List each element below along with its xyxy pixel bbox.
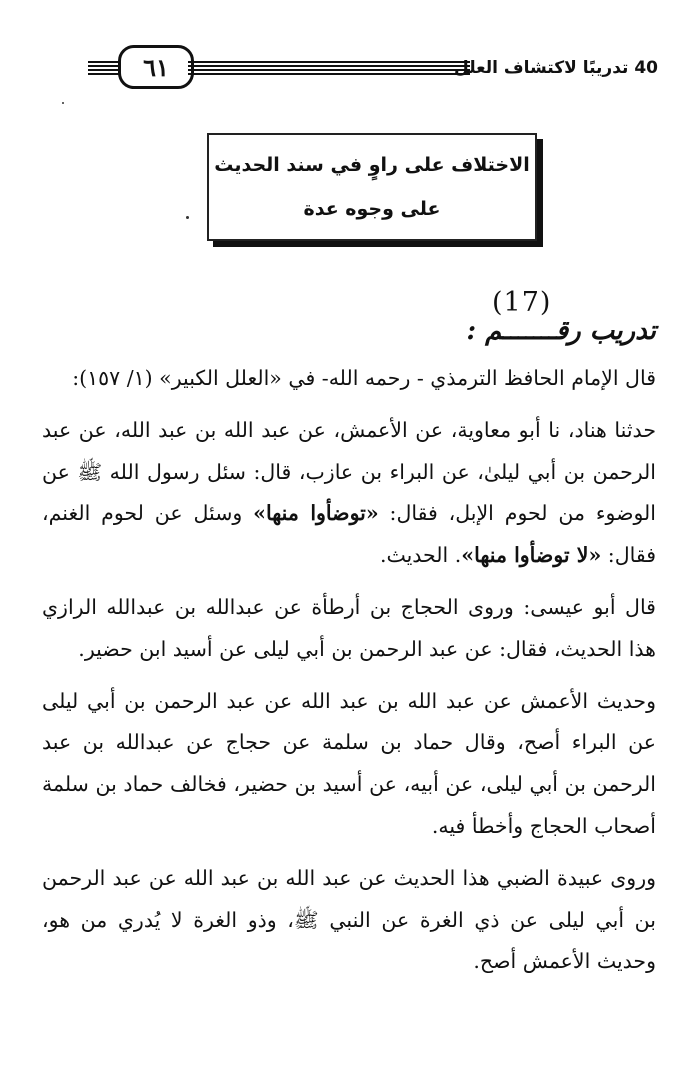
running-title: 40 تدريبًا لاكتشاف العلل [454,58,658,78]
exercise-heading: تدريب رقـــــــم : [466,316,656,346]
body-text [42,358,656,993]
hadith-quote: «توضأوا منها» [253,501,379,526]
exercise-number: (17) [492,287,552,318]
paragraph-text: قال الإمام الحافظ الترمذي - رحمه الله- في «العلل الكبير» (١/ ١٥٧): [72,366,656,390]
paragraph-text: . الحديث. [379,543,462,568]
header-rule-right [188,61,470,77]
hadith-quote: «لا توضأوا منها» [461,543,602,568]
paragraph-text: حدثنا هناد، نا أبو معاوية، عن الأعمش، عن عبد الله بن عبد الله، عن عبد الرحمن بن أبي ليلىٰ، عن البراء بن عازب، قال: سئل رسول الله ﷺ عن الوضوء من لحوم الإبل، فقال: [42,417,657,526]
paragraph-text: وسئل عن لحوم الغنم، فقال: [42,501,656,568]
print-speck [186,216,189,219]
chapter-title-box [207,133,537,241]
chapter-title-line-2: على وجوه عدة [303,198,441,220]
page-header [88,40,660,96]
paragraph [42,358,656,400]
paragraph-text: وروى عبيدة الضبي هذا الحديث عن عبد الله بن عبد الله عن عبد الرحمن بن أبي ليلى عن ذي الغرة عن النبي ﷺ، وذو الغرة لا يُدري من هو، وحديث الأعمش أصح. [42,865,656,974]
page-number-badge [118,45,194,89]
print-speck [62,102,64,104]
paragraph [42,587,656,671]
page-number: ٦١ [143,52,169,82]
paragraph [42,858,656,983]
paragraph [42,681,656,848]
chapter-title-line-1: الاختلاف على راوٍ في سند الحديث [214,154,530,176]
paragraph-text: قال أبو عيسى: وروى الحجاج بن أرطأة عن عبدالله بن عبدالله الرازي هذا الحديث، فقال: عن عبد الرحمن بن أبي ليلى عن أسيد ابن حضير. [42,594,656,661]
paragraph-text: وحديث الأعمش عن عبد الله بن عبد الله عن عبد الرحمن بن أبي ليلى عن البراء أصح، وقال حماد بن سلمة عن حجاج عن عبدالله بن عبد الرحمن بن أبي ليلى، عن أبيه، عن أسيد بن حضير، فخالف حماد بن سلمة أصحاب الحجاج وأخطأ فيه. [42,688,656,838]
paragraph [42,410,656,577]
